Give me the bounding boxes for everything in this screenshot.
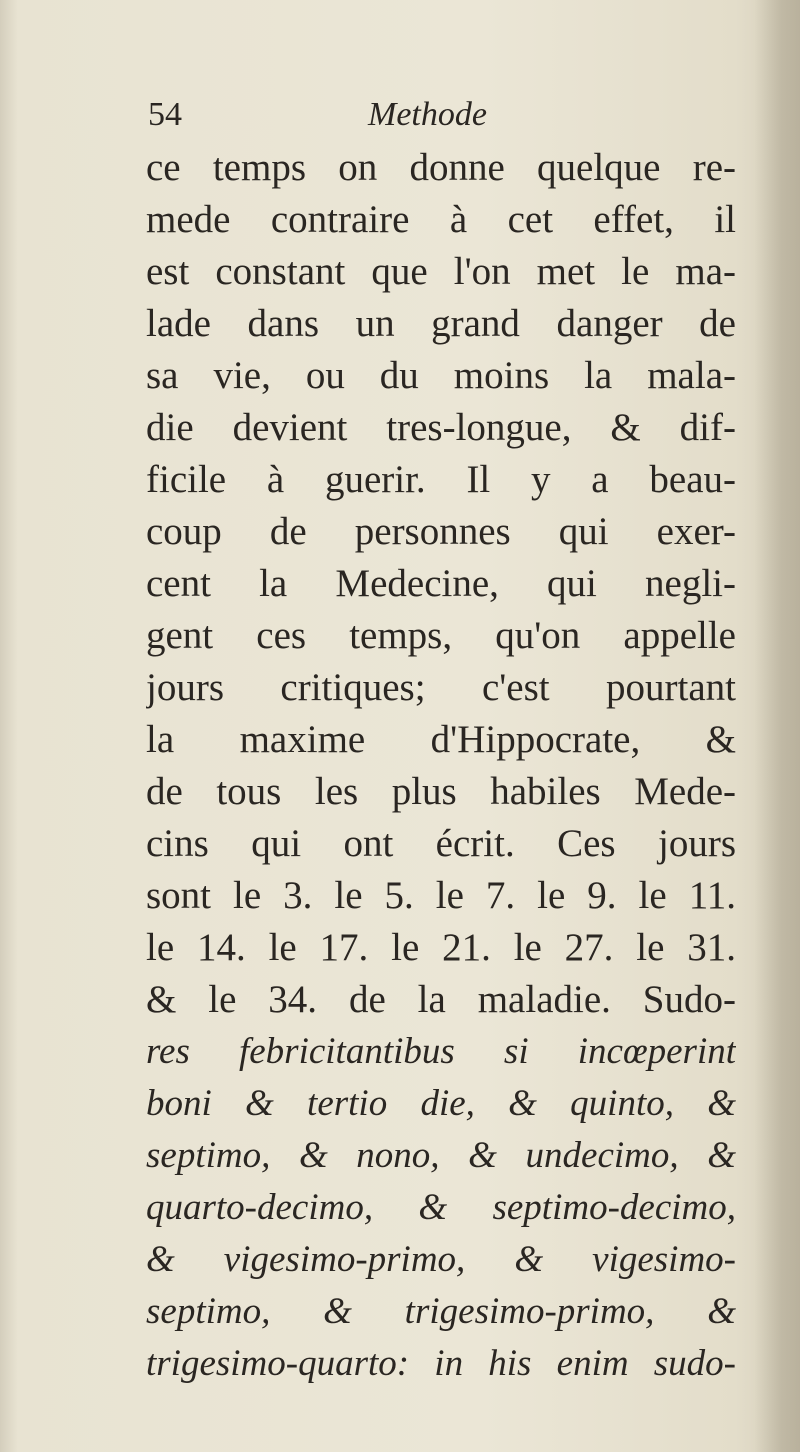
text-line: cent la Medecine, qui negli-: [146, 562, 736, 605]
spine-shadow: [754, 0, 800, 1452]
text-line: sont le 3. le 5. le 7. le 9. le 11.: [146, 874, 736, 917]
text-line: ce temps on donne quelque re-: [146, 146, 736, 189]
body-text: [146, 142, 736, 1390]
text-line: cins qui ont écrit. Ces jours: [146, 822, 736, 865]
text-line: quarto-decimo, & septimo-decimo,: [146, 1187, 736, 1228]
text-line: septimo, & nono, & undecimo, &: [146, 1135, 736, 1176]
text-line: trigesimo-quarto: in his enim sudo-: [146, 1343, 736, 1384]
text-line: sa vie, ou du moins la mala-: [146, 354, 736, 397]
page-left-edge: [0, 0, 18, 1452]
text-line: lade dans un grand danger de: [146, 302, 736, 345]
text-line: & vigesimo-primo, & vigesimo-: [146, 1239, 736, 1280]
text-line: mede contraire à cet effet, il: [146, 198, 736, 241]
text-line: jours critiques; c'est pourtant: [146, 666, 736, 709]
text-line: de tous les plus habiles Mede-: [146, 770, 736, 813]
text-line: le 14. le 17. le 21. le 27. le 31.: [146, 926, 736, 969]
text-line: est constant que l'on met le ma-: [146, 250, 736, 293]
text-line: coup de personnes qui exer-: [146, 510, 736, 553]
text-line: gent ces temps, qu'on appelle: [146, 614, 736, 657]
text-line: la maxime d'Hippocrate, &: [146, 718, 736, 761]
text-line: ficile à guerir. Il y a beau-: [146, 458, 736, 501]
page-header: [148, 96, 748, 146]
page-number: 54: [148, 96, 182, 133]
text-line: res febricitantibus si incœperint: [146, 1031, 736, 1072]
text-line: & le 34. de la maladie. Sudo-: [146, 978, 736, 1021]
text-line: die devient tres-longue, & dif-: [146, 406, 736, 449]
text-line: boni & tertio die, & quinto, &: [146, 1083, 736, 1124]
text-line: septimo, & trigesimo-primo, &: [146, 1291, 736, 1332]
running-title: Methode: [368, 96, 487, 133]
